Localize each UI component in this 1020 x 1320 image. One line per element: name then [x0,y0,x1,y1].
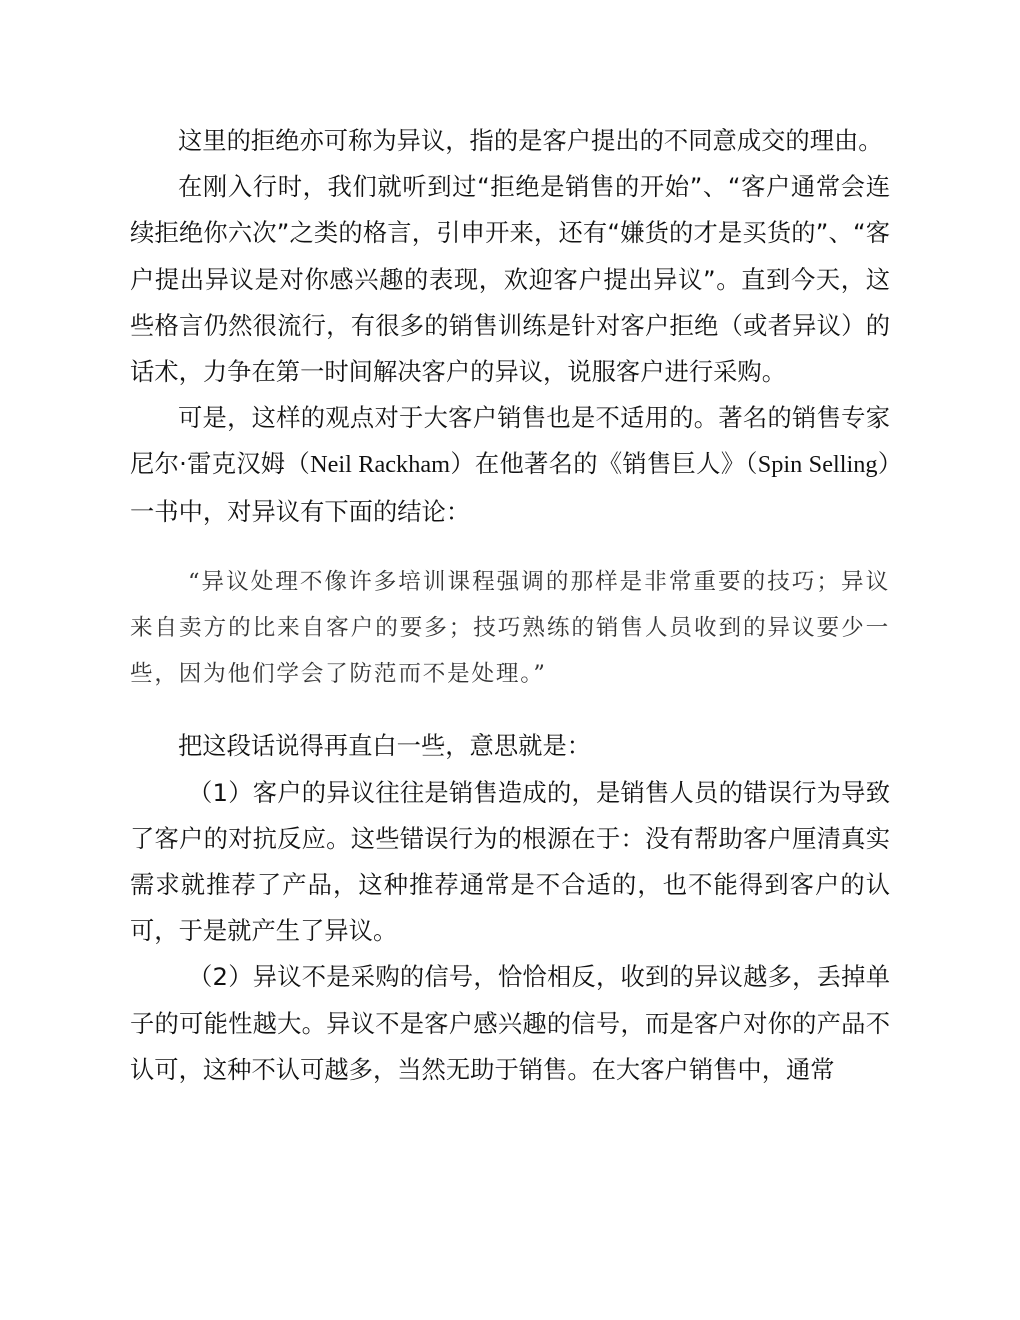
paragraph-sayings: 在刚入行时，我们就听到过“拒绝是销售的开始”、“客户通常会连续拒绝你六次”之类的格言，引申开来，还有“嫌货的才是买货的”、“客户提出异议是对你感兴趣的表现，欢迎客户提出异议”。直到今天，这些格言仍然很流行，有很多的销售训练是针对客户拒绝（或者异议）的话术，力争在第一时间解决客户的异议，说服客户进行采购。 [130,172,890,387]
list-item-2-marker: （2） [188,962,253,992]
list-item-2 [130,954,890,1093]
paragraph-rackham-text-2: ）在他著名的《销售巨人》（ [450,449,758,479]
paragraph-rackham-text-1: 可是，这样的观点对于大客户销售也是不适用的。著名的销售专家尼尔·雷克汉姆（ [130,403,890,479]
block-quote: “异议处理不像许多培训课程强调的那样是非常重要的技巧；异议来自卖方的比来自客户的要多；技巧熟练的销售人员收到的异议要少一些，因为他们学会了防范而不是处理。” [130,568,890,688]
paragraph-plain-meaning: 把这段话说得再直白一些，意思就是： [178,731,592,761]
list-item-2-text: 异议不是采购的信号，恰恰相反，收到的异议越多，丢掉单子的可能性越大。异议不是客户感兴趣的信号，而是客户对你的产品不认可，这种不认可越多，当然无助于销售。在大客户销售中，通常 [130,962,890,1084]
list-item-1 [130,770,890,955]
book-title-english: Spin Selling [757,451,878,479]
paragraph-rackham [130,395,890,535]
list-item-1-text: 客户的异议往往是销售造成的，是销售人员的错误行为导致了客户的对抗反应。这些错误行为的根源在于：没有帮助客户厘清真实需求就推荐了产品，这种推荐通常是不合适的，也不能得到客户的认可，于是就产生了异议。 [130,777,890,946]
author-name: Neil Rackham [310,451,451,479]
list-item-1-marker: （1） [188,777,253,807]
paragraph-rackham-text-3: ）一书中，对异议有下面的结论： [130,449,890,526]
paragraph-definition: 这里的拒绝亦可称为异议，指的是客户提出的不同意成交的理由。 [178,126,883,155]
document-page [130,118,890,1093]
